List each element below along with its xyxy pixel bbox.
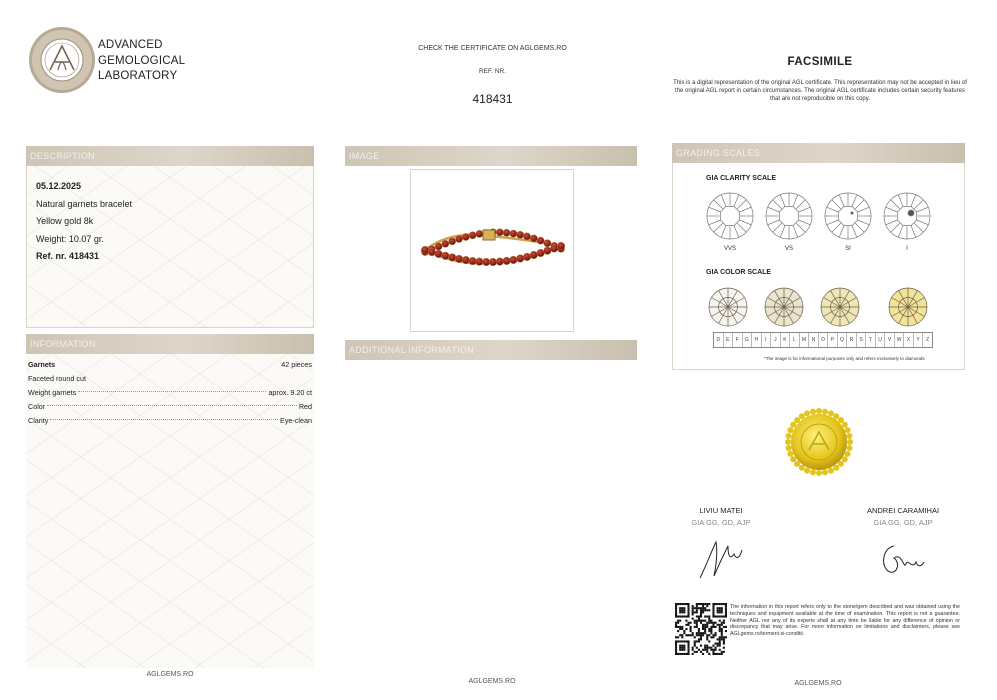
garnet-stone <box>510 230 517 237</box>
description-date: 05.12.2025 <box>36 181 82 191</box>
color-grade-letter: W <box>894 333 904 347</box>
garnet-stone <box>455 255 463 263</box>
garnet-stone <box>428 248 436 256</box>
ref-label: REF. NR. <box>478 68 507 75</box>
additional-info-header: ADDITIONAL INFORMATION <box>345 340 637 360</box>
garnet-stone <box>442 240 449 247</box>
garnet-stone <box>476 230 483 237</box>
color-grade-letter: I <box>761 333 771 347</box>
info-row-clarity <box>28 414 312 428</box>
garnet-stone <box>537 237 544 244</box>
garnet-stone <box>435 243 442 250</box>
garnet-stone <box>523 253 531 261</box>
color-grade-letter: T <box>865 333 875 347</box>
info-key: Faceted round cut <box>28 374 86 383</box>
image-header: IMAGE <box>345 146 637 166</box>
garnet-stone <box>421 246 429 254</box>
info-row-color <box>28 400 312 414</box>
color-grade-letter: Y <box>913 333 923 347</box>
color-grade-letter: R <box>846 333 856 347</box>
color-diamond-icon <box>889 288 927 326</box>
lab-seal-logo <box>28 26 96 94</box>
color-grade-letter: L <box>789 333 799 347</box>
signature-andrei-caramihai <box>876 540 928 580</box>
signer-credentials: GIA GG, GD, AJP <box>691 518 751 527</box>
ref-value: 418431 <box>472 92 513 106</box>
clarity-label: I <box>906 246 908 252</box>
info-value: 42 pieces <box>281 360 312 369</box>
signer-name: ANDREI CARAMIHAI <box>866 506 940 515</box>
color-grade-letter: U <box>875 333 885 347</box>
info-value: Red <box>298 402 312 411</box>
garnet-stone <box>449 238 456 245</box>
color-grade-letter: H <box>751 333 761 347</box>
garnet-stone <box>544 247 552 255</box>
garnet-stone <box>476 258 484 266</box>
garnet-stone <box>503 229 510 236</box>
garnet-stone <box>510 256 518 264</box>
garnet-stone <box>544 240 551 247</box>
description-body <box>36 178 306 266</box>
garnet-stone <box>462 256 470 264</box>
info-row-cut <box>28 372 312 386</box>
garnet-stone <box>469 232 476 239</box>
clarity-diamond-icon <box>825 193 871 239</box>
garnet-stone <box>469 257 477 265</box>
color-grade-letter: X <box>903 333 913 347</box>
qr-code[interactable] <box>675 603 727 655</box>
lab-name-line: GEMOLOGICAL <box>98 54 186 67</box>
clarity-diamond-icon <box>766 193 812 239</box>
color-grade-letter: J <box>770 333 780 347</box>
color-grade-letter: F <box>732 333 742 347</box>
garnet-stone <box>435 250 443 258</box>
garnet-stone <box>516 255 524 263</box>
footer-website[interactable]: AGLGEMS.RO <box>794 680 842 687</box>
clarity-diamond-icon <box>884 193 930 239</box>
garnet-stone <box>523 233 530 240</box>
lab-name <box>98 38 185 85</box>
color-diamond-icon <box>821 288 859 326</box>
description-header: DESCRIPTION <box>26 146 314 166</box>
color-grade-letter: P <box>827 333 837 347</box>
lab-name-line: LABORATORY <box>98 70 178 82</box>
description-ref: Ref. nr. 418431 <box>36 251 100 261</box>
signer-name: LIVIU MATEI <box>699 506 743 515</box>
description-metal: Yellow gold 8k <box>36 216 94 226</box>
color-grade-letter: N <box>808 333 818 347</box>
grading-note: *The image is for informational purposes only and refers exclusively to diamonds <box>764 356 925 361</box>
color-grade-letter: O <box>818 333 828 347</box>
signer-credentials: GIA GG, GD, AJP <box>873 518 933 527</box>
color-diagrams <box>700 283 940 329</box>
garnet-stone <box>489 258 497 266</box>
clarity-scale-title: GIA CLARITY SCALE <box>706 175 777 182</box>
info-key: Clarity <box>28 416 49 425</box>
garnet-stone <box>530 235 537 242</box>
garnet-stone <box>503 257 511 265</box>
garnet-stone <box>496 258 504 266</box>
garnet-stone <box>517 231 524 238</box>
color-grade-letter: Z <box>922 333 932 347</box>
garnet-stone <box>455 235 462 242</box>
color-scale-bar <box>713 332 933 348</box>
description-weight: Weight: 10.07 gr. <box>36 233 104 244</box>
lab-name-line: ADVANCED <box>98 39 163 51</box>
description-item: Natural garnets bracelet <box>36 198 133 209</box>
info-value: aprox. 9.20 ct <box>268 388 312 397</box>
garnet-stone <box>496 229 503 236</box>
garnet-stone <box>550 245 558 253</box>
footer-website[interactable]: AGLGEMS.RO <box>468 678 516 685</box>
garnet-stone <box>448 254 456 262</box>
clarity-label: VS <box>784 246 793 252</box>
clarity-label: VVS <box>723 246 736 252</box>
info-value: Eye-clean <box>280 416 312 425</box>
garnet-stone <box>537 249 545 257</box>
color-grade-letter: K <box>780 333 790 347</box>
disclaimer-text: The information in this report refers only to the stone/gem described and was obtained using the techniques and equipment available at the time of examination. This report is not a guarantee. Neither AGL nor any of its experts shall at any time be liable for any difference of opinion or discrepancy that may arise. For more information on limitations and disclaimers, please see AGLgems.ro/termeni-si-conditii. <box>730 604 960 638</box>
clarity-diamond-icon <box>707 193 753 239</box>
color-grade-letter: D <box>716 337 721 343</box>
information-header: INFORMATION <box>26 334 314 354</box>
garnet-stone <box>442 252 450 260</box>
info-key: Weight garnets <box>28 388 77 397</box>
color-grade-letter: S <box>856 333 866 347</box>
color-scale-title: GIA COLOR SCALE <box>706 269 772 276</box>
color-grade-letter: E <box>723 333 733 347</box>
garnet-stone <box>462 233 469 240</box>
clarity-label: SI <box>845 246 851 252</box>
info-row-weight <box>28 386 312 400</box>
color-diamond-icon <box>765 288 803 326</box>
info-key: Garnets <box>28 360 56 369</box>
garnet-stone <box>482 258 490 266</box>
check-certificate-text[interactable]: CHECK THE CERTIFICATE ON AGLGEMS.RO <box>418 45 567 52</box>
color-grade-letter: M <box>799 333 809 347</box>
color-grade-letter: Q <box>837 333 847 347</box>
footer-website[interactable]: AGLGEMS.RO <box>146 671 194 678</box>
color-grade-letter: G <box>742 333 752 347</box>
garnet-stone <box>557 242 565 250</box>
info-key: Color <box>28 402 46 411</box>
grading-header: GRADING SCALES <box>672 143 965 163</box>
color-diamond-icon <box>709 288 747 326</box>
garnet-stone <box>530 251 538 259</box>
info-row-garnets <box>28 358 312 372</box>
color-grade-letter: V <box>884 333 894 347</box>
gold-seal-icon <box>785 408 853 476</box>
bracelet-image-frame <box>410 169 574 332</box>
signature-liviu-matei <box>696 536 748 582</box>
facsimile-text: This is a digital representation of the original AGL certificate. This representation may not be accepted in lieu of the original AGL report in certain circumstances. The original AGL certificate includes certain security features that are not reproducible on this copy. <box>673 80 967 102</box>
facsimile-title: FACSIMILE <box>787 56 853 68</box>
bracelet-image <box>411 170 573 331</box>
